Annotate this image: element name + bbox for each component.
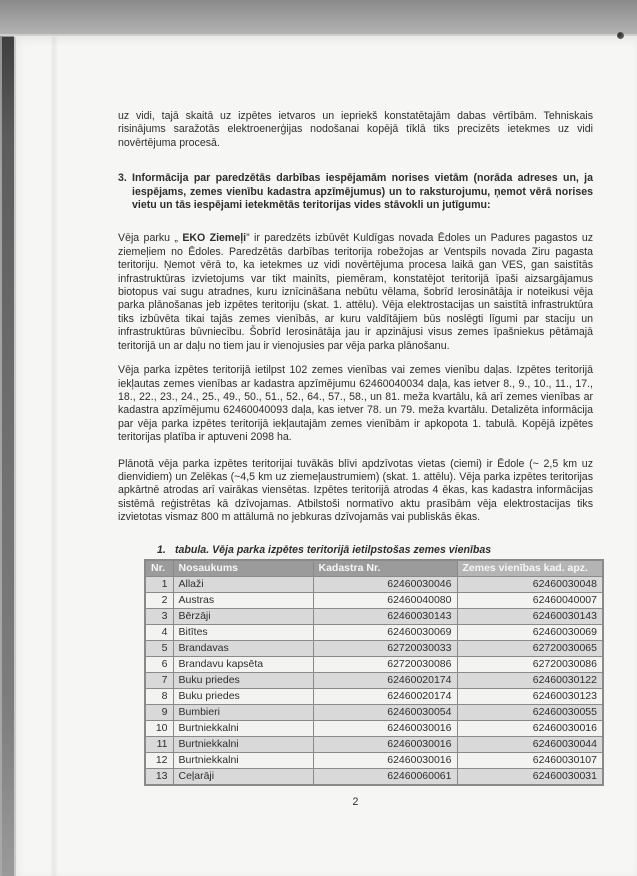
cell-kadastra-nr: 62720030086 bbox=[313, 656, 457, 672]
cell-kadastra-nr: 62460030046 bbox=[313, 576, 457, 592]
cell-kadastra-nr: 62460020174 bbox=[313, 672, 457, 688]
table-row bbox=[145, 608, 603, 624]
cell-nosaukums: Brandavas bbox=[173, 640, 313, 656]
cell-kadastra-nr: 62720030033 bbox=[313, 640, 457, 656]
table-row bbox=[145, 704, 603, 720]
cell-nr: 10 bbox=[145, 720, 173, 736]
header-cell-nr: Nr. bbox=[145, 560, 173, 577]
cell-nr: 9 bbox=[145, 704, 173, 720]
cell-nosaukums: Bērzāji bbox=[173, 608, 313, 624]
table-caption bbox=[157, 544, 593, 557]
cell-nr: 2 bbox=[145, 592, 173, 608]
cell-zemes-vienibas: 62720030086 bbox=[457, 656, 603, 672]
cell-zemes-vienibas: 62460030122 bbox=[457, 672, 603, 688]
table-row bbox=[145, 624, 603, 640]
cell-nr: 12 bbox=[145, 752, 173, 768]
section-number: 3. bbox=[118, 172, 127, 185]
cell-kadastra-nr: 62460030054 bbox=[313, 704, 457, 720]
cell-kadastra-nr: 62460060061 bbox=[313, 768, 457, 785]
table-row bbox=[145, 752, 603, 768]
cell-zemes-vienibas: 62460030055 bbox=[457, 704, 603, 720]
cell-nosaukums: Ceļarāji bbox=[173, 768, 313, 785]
cell-nosaukums: Buku priedes bbox=[173, 688, 313, 704]
page-content bbox=[118, 36, 597, 809]
cell-kadastra-nr: 62460040080 bbox=[313, 592, 457, 608]
cell-nosaukums: Bumbieri bbox=[173, 704, 313, 720]
table-body bbox=[145, 576, 603, 785]
cell-nosaukums: Allaži bbox=[173, 576, 313, 592]
header-cell-zemes-vienibas: Zemes vienības kad. apz. bbox=[457, 560, 603, 577]
cell-nr: 13 bbox=[145, 768, 173, 785]
cell-kadastra-nr: 62460030143 bbox=[313, 608, 457, 624]
table-caption-text: tabula. Vēja parka izpētes teritorijā ietilpstošas zemes vienības bbox=[175, 543, 492, 556]
cell-nosaukums: Burtniekkalni bbox=[173, 736, 313, 752]
cell-kadastra-nr: 62460030069 bbox=[313, 624, 457, 640]
table-caption-number: 1. bbox=[157, 543, 166, 556]
table-row bbox=[145, 656, 603, 672]
table-row bbox=[145, 576, 603, 592]
paragraph-nearby-settlements: Plānotā vēja parka izpētes teritorijai tuvākās blīvi apdzīvotas vietas (ciemi) ir Ēdole (~ 2,5 km uz dienvidiem) un Zelēkas (~4,5 km uz ziemeļaustrumiem) (skat. 1. attēlu). Vēja parka izpētes teritorijas apkārtnē atrodas arī vairākas viensētas. Izpētes teritorijā atrodas 4 ēkas, kas kadastra informācijas sistēmā reģistrētas kā dzīvojamas. Atbilstoši normatīvo aktu prasībām vēja elektrostacijas tiks izvietotas vismaz 800 m attālumā no jebkuras dzīvojamās vai publiskās ēkas. bbox=[118, 457, 593, 524]
document-page bbox=[14, 36, 637, 876]
table-row bbox=[145, 640, 603, 656]
cell-zemes-vienibas: 62460030044 bbox=[457, 736, 603, 752]
cell-nosaukums: Bitītes bbox=[173, 624, 313, 640]
p2-prefix: Vēja parku „ bbox=[118, 232, 183, 245]
cell-nosaukums: Burtniekkalni bbox=[173, 752, 313, 768]
section-heading-text: Informācija par paredzētās darbības iespējamām norises vietām (norāda adreses un, ja iespējams, zemes vienību kadastra apzīmējumus) un to raksturojumu, ņemot vērā norises vietu un tās iespējami ietekmētās teritorijas vides stāvokli un jutīgumu: bbox=[132, 172, 593, 212]
cell-nr: 8 bbox=[145, 688, 173, 704]
cell-nosaukums: Brandavu kapsēta bbox=[173, 656, 313, 672]
table-row bbox=[145, 720, 603, 736]
cell-nosaukums: Austras bbox=[173, 592, 313, 608]
table-row bbox=[145, 688, 603, 704]
cell-zemes-vienibas: 62460030016 bbox=[457, 720, 603, 736]
header-cell-kadastra-nr: Kadastra Nr. bbox=[313, 560, 457, 577]
cell-kadastra-nr: 62460030016 bbox=[313, 752, 457, 768]
cell-nosaukums: Buku priedes bbox=[173, 672, 313, 688]
cell-zemes-vienibas: 62460030031 bbox=[457, 768, 603, 785]
cell-zemes-vienibas: 62460030107 bbox=[457, 752, 603, 768]
cell-zemes-vienibas: 62460030143 bbox=[457, 608, 603, 624]
table-row bbox=[145, 592, 603, 608]
scan-artifact bbox=[617, 32, 624, 39]
cell-nr: 6 bbox=[145, 656, 173, 672]
underlying-page-edge bbox=[50, 37, 58, 876]
cell-nosaukums: Burtniekkalni bbox=[173, 720, 313, 736]
cell-zemes-vienibas: 62460030069 bbox=[457, 624, 603, 640]
cell-nr: 3 bbox=[145, 608, 173, 624]
cell-kadastra-nr: 62460030016 bbox=[313, 720, 457, 736]
table-row bbox=[145, 736, 603, 752]
cell-zemes-vienibas: 62460030048 bbox=[457, 576, 603, 592]
paragraph-wind-park-location bbox=[118, 232, 593, 353]
cell-nr: 1 bbox=[145, 576, 173, 592]
table-row bbox=[145, 768, 603, 785]
land-units-table bbox=[144, 559, 604, 786]
p2-park-name: EKO Ziemeļi bbox=[182, 232, 247, 245]
cell-zemes-vienibas: 62720030065 bbox=[457, 640, 603, 656]
cell-kadastra-nr: 62460020174 bbox=[313, 688, 457, 704]
cell-kadastra-nr: 62460030016 bbox=[313, 736, 457, 752]
paragraph-land-units: Vēja parka izpētes teritorijā ietilpst 102 zemes vienības vai zemes vienību daļas. Izpētes teritorijā iekļautas zemes vienības ar kadastra apzīmējumu 62460040034 daļa, kas ietver 8., 9., 10., 11., 17., 18., 22., 23., 24., 25., 49., 50., 51., 52., 64., 57., 58., un 81. meža kvartālu, kā arī zemes vienības ar kadastra apzīmējumu 62460040093 daļa, kas ietver 78. un 79. meža kvartālu. Detalizēta informācija par vēja parka izpētes teritorijā iekļautajām zemes vienībām ir apkopota 1. tabulā. Kopējā izpētes teritorijas platība ir aptuveni 2098 ha. bbox=[118, 364, 593, 444]
cell-nr: 5 bbox=[145, 640, 173, 656]
header-cell-nosaukums: Nosaukums bbox=[173, 560, 313, 577]
scanner-left-shadow-strip bbox=[2, 37, 16, 876]
cell-nr: 7 bbox=[145, 672, 173, 688]
cell-nr: 4 bbox=[145, 624, 173, 640]
cell-zemes-vienibas: 62460030123 bbox=[457, 688, 603, 704]
cell-nr: 11 bbox=[145, 736, 173, 752]
numbered-section-3 bbox=[118, 172, 593, 212]
p2-rest: ” ir paredzēts izbūvēt Kuldīgas novada Ēdoles un Padures pagastos uz ziemeļiem no Ēdoles. Paredzētās darbības teritorija robežojas ar Ventspils novada Ziru pagasta teritoriju. Ņemot vērā to, ka ietekmes uz vidi novērtējuma procesa laikā gan VES, gan saistītās infrastruktūras izvietojums var tikt mainīts, piemēram, konstatējot teritorijā īpaši aizsargājamus biotopus vai sugu atradnes, kuru iznīcināšana nebūtu vēlama, šobrīd Ierosinātāja ir noteikusi vēja parka plānošanas jeb izpētes teritoriju (skat. 1. attēlu). Vēja elektrostacijas un saistītā infrastruktūra tiks izbūvēta tikai tajās zemes vienībās, ar kuru valdītājiem būs noslēgti līgumi par staciju un infrastruktūras būvniecību. Šobrīd Ierosinātāja jau ir apzinājusi visus zemes īpašniekus pētāmajā teritorijā un ar daļu no tiem jau ir vienojusies par vēja parka plānošanu. bbox=[118, 232, 594, 352]
page-number: 2 bbox=[352, 795, 359, 808]
table-header-row bbox=[145, 560, 603, 577]
scanner-background-band bbox=[0, 0, 637, 36]
paragraph-continuation: uz vidi, tajā skaitā uz izpētes ietvaros un iepriekš konstatētajām dabas vērtībām. Tehniskais risinājums saražotās elektroenerģijas nodošanai kopējā tīklā tiks precizēts ietekmes uz vidi novērtējuma procesā. bbox=[118, 110, 593, 149]
table-row bbox=[145, 672, 603, 688]
cell-zemes-vienibas: 62460040007 bbox=[457, 592, 603, 608]
